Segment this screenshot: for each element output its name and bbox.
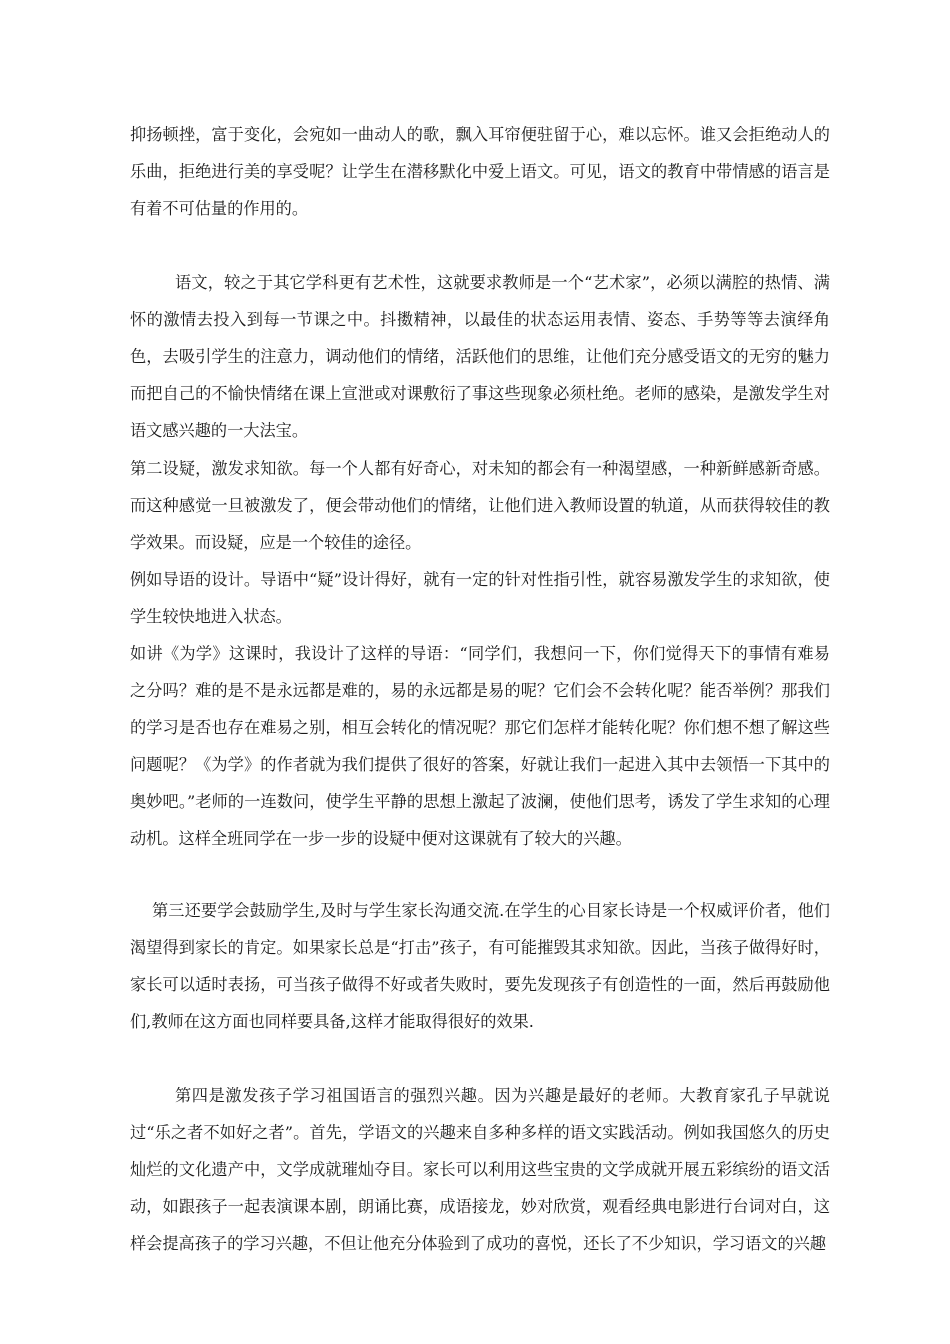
paragraph-teacher-artist: 语文，较之于其它学科更有艺术性，这就要求教师是一个“艺术家”，必须以满腔的热情、满怀的激情去投入到每一节课之中。抖擞精神，以最佳的状态运用表情、姿态、手势等等去演绎角色，去吸引学生的注意力，调动他们的情绪，活跃他们的思维，让他们充分感受语文的无穷的魅力而把自己的不愉快情绪在课上宣泄或对课敷衍了事这些现象必须杜绝。老师的感染，是激发学生对语文感兴趣的一大法宝。 xyxy=(130,273,830,440)
paragraph-third-encourage: 第三还要学会鼓励学生,及时与学生家长沟通交流.在学生的心目家长诗是一个权威评价者，他们渴望得到家长的肯定。如果家长总是“打击”孩子，有可能摧毁其求知欲。因此，当孩子做得好时，家长可以适时表扬，可当孩子做得不好或者失败时，要先发现孩子有创造性的一面，然后再鼓励他们,教师在这方面也同样要具备,这样才能取得很好的效果. xyxy=(130,901,830,1031)
paragraph-intro-design: 例如导语的设计。导语中“疑”设计得好，就有一定的针对性指引性，就容易激发学生的求知欲，使学生较快地进入状态。 xyxy=(130,570,830,626)
paragraph-fourth-interest: 第四是激发孩子学习祖国语言的强烈兴趣。因为兴趣是最好的老师。大教育家孔子早就说过“乐之者不如好之者”。首先，学语文的兴趣来自多种多样的语文实践活动。例如我国悠久的历史灿烂的文化遗产中，文学成就璀灿夺目。家长可以利用这些宝贵的文学成就开展五彩缤纷的语文活动，如跟孩子一起表演课本剧，朗诵比赛，成语接龙，妙对欣赏，观看经典电影进行台词对白，这样会提高孩子的学习兴趣，不但让他充分体验到了成功的喜悦，还长了不少知识，学习语文的兴趣 xyxy=(130,1086,830,1253)
paragraph-weixue-example: 如讲《为学》这课时，我设计了这样的导语：“同学们，我想问一下，你们觉得天下的事情有难易之分吗？难的是不是永远都是难的，易的永远都是易的呢？它们会不会转化呢？能否举例？那我们的学习是否也存在难易之别，相互会转化的情况呢？那它们怎样才能转化呢？你们想不想了解这些问题呢？《为学》的作者就为我们提供了很好的答案，好就让我们一起进入其中去领悟一下其中的奥妙吧。”老师的一连数问，使学生平静的思想上激起了波澜，使他们思考，诱发了学生求知的心理动机。这样全班同学在一步一步的设疑中便对这课就有了较大的兴趣。 xyxy=(130,644,830,848)
paragraph-music-metaphor: 抑扬顿挫，富于变化，会宛如一曲动人的歌，飘入耳帘便驻留于心，难以忘怀。谁又会拒绝动人的乐曲，拒绝进行美的享受呢？让学生在潜移默化中爱上语文。可见，语文的教育中带情感的语言是有着不可估量的作用的。 xyxy=(130,125,830,218)
paragraph-second-questioning: 第二设疑，激发求知欲。每一个人都有好奇心，对未知的都会有一种渴望感，一种新鲜感新奇感。而这种感觉一旦被激发了，便会带动他们的情绪，让他们进入教师设置的轨道，从而获得较佳的教学效果。而设疑，应是一个较佳的途径。 xyxy=(130,459,830,552)
